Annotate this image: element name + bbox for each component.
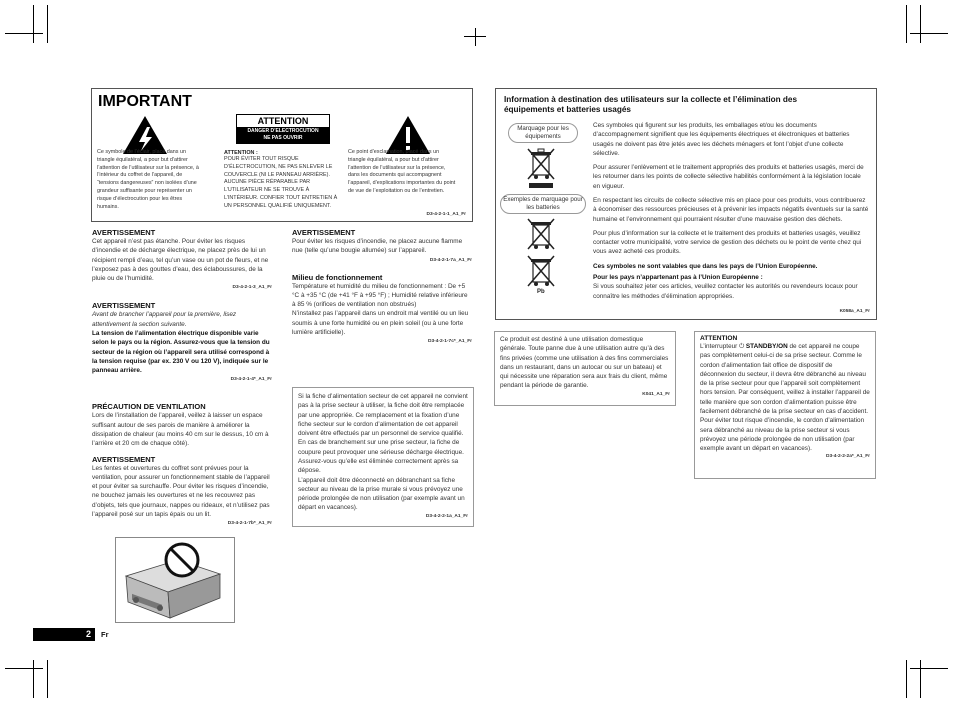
crop-mark: [906, 5, 907, 43]
milieu-text2: N’installez pas l’appareil dans un endroit mal ventilé ou un lieu soumis à une forte humidité ou en plein soleil (ou à une forte lumière artificielle).: [292, 310, 469, 336]
weee-p6: Si vous souhaitez jeter ces articles, veuillez contacter les autorités ou revendeurs locaux pour connaître les méthodes d’élimination appropriées.: [593, 283, 858, 300]
crop-mark: [475, 28, 476, 46]
avert3-title: AVERTISSEMENT: [92, 454, 156, 464]
standby-text-pre: L’interrupteur: [700, 343, 740, 350]
crop-mark: [5, 33, 43, 34]
plug-replacement-box: [292, 387, 474, 527]
avert1-text: Cet appareil n’est pas étanche. Pour éviter les risques d’incendie et de décharge électrique, ne placez près de lui un récipient rempli d’eau, tel qu’un vase ou un pot de fleurs, et ne l’exposez pas à des gouttes d’eau, des éclaboussures, de la pluie ou de l’humidité.: [92, 238, 269, 283]
weee-p1: Ces symboles qui figurent sur les produits, les emballages et/ou les documents d’accompagnement signifient que les équipements électriques et électroniques et batteries usagés ne doivent pas être jetés avec les déchets ménagers et font l’objet d’une collecte sélective.: [593, 122, 850, 157]
important-box: [91, 88, 473, 222]
col2: [292, 228, 472, 344]
standby-code: D3-4-2-2-2a*_A1_Fr: [826, 454, 870, 460]
avert1-code: D3-4-2-1-3_A1_Fr: [232, 285, 272, 291]
crop-mark: [464, 36, 486, 37]
crop-mark: [920, 660, 921, 698]
weee-title: Information à destination des utilisateurs sur la collecte et l’élimination des équipements et batteries usagés: [504, 95, 797, 115]
crop-mark: [910, 668, 948, 669]
important-title: IMPORTANT: [98, 93, 192, 110]
attention-label: ATTENTION: [237, 115, 329, 127]
center-warning-title: ATTENTION :: [224, 150, 258, 156]
standby-keyword: STANDBY/ON: [745, 343, 788, 350]
standby-box: [694, 331, 876, 479]
lightning-caption: Ce symbole de l’éclair, placé dans un triangle équilatéral, a pour but d’attirer l’attention de l’utilisateur sur la présence, à l’intérieur du coffret de l’appareil, de “tensions dangereuses” non isolées d’une grandeur suffisante pour représenter un risque d’électrocution pour les êtres humains.: [97, 149, 199, 210]
milieu-code: D3-4-2-1-7c*_A1_Fr: [428, 339, 472, 345]
crossed-bin-icon: [526, 147, 556, 189]
crop-mark: [5, 668, 43, 669]
avert-flame-title: AVERTISSEMENT: [292, 228, 356, 237]
weee-p2: Pour assurer l’enlèvement et le traitement appropriés des produits et batteries usagés, merci de les retourner dans les points de collecte sélective habilités conformément à la législation locale en vigueur.: [593, 164, 864, 190]
avert2-bold: La tension de l’alimentation électrique disponible varie selon le pays ou la région. Assurez-vous que la tension du secteur de la région où l’appareil sera utilisé correspond à la tension requise (par ex. 230 V ou 120 V), indiquée sur le panneau arrière.: [92, 329, 270, 375]
crop-mark: [47, 660, 48, 698]
crop-mark: [920, 5, 921, 43]
standby-text-post: de cet appareil ne coupe pas complètement celui-ci de sa prise secteur. Comme le cordon d’alimentation fait office de dispositif de déconnexion du secteur, il devra être débranché au niveau de la prise secteur pour que l’appareil soit complètement hors tension. Par conséquent, veillez à installer l’appareil de telle manière que son cordon d’alimentation puisse être facilement débranché de la prise secteur en cas d’accident. Pour éviter tout risque d’incendie, le cordon d’alimentation sera débranché au niveau de la prise secteur si vous prévoyez une période prolongée de non utilisation (par exemple avant un départ en vacances).: [700, 343, 870, 453]
crop-mark: [33, 660, 34, 698]
crop-mark: [33, 5, 34, 43]
precaution-text: Lors de l’installation de l’appareil, veillez à laisser un espace suffisant autour de ses parois de manière à améliorer la dissipation de chaleur (au moins 40 cm sur le dessus, 10 cm à l’arrière et 20 cm de chaque côté).: [92, 412, 269, 448]
important-code: D3-4-2-1-1_A1_Fr: [426, 212, 466, 217]
standby-text: [700, 342, 870, 453]
page-number-tab: [33, 628, 95, 641]
weee-p4: Pour plus d’information sur la collecte et le traitement des produits et batteries usagés, veuillez contacter votre municipalité, votre service de gestion des déchets ou le point de vente chez qui vous avez acheté ces produits.: [593, 229, 862, 256]
plug-text2: L’appareil doit être déconnecté en débranchant sa fiche secteur au niveau de la prise murale si vous prévoyez une période prolongée de non utilisation (par exemple avant un départ en vacances).: [298, 476, 465, 512]
milieu-title: Milieu de fonctionnement: [292, 272, 383, 282]
pb-label: Pb: [537, 289, 545, 295]
avert1-title: AVERTISSEMENT: [92, 228, 156, 237]
avert2-code: D3-4-2-1-4*_A1_Fr: [230, 377, 272, 383]
weee-code: K058a_A1_Fr: [839, 309, 870, 314]
crossed-bin-pb-icon: [526, 254, 556, 288]
crop-mark: [906, 660, 907, 698]
avert-flame-code: D3-4-2-1-7a_A1_Fr: [429, 257, 472, 263]
standby-title: ATTENTION: [700, 335, 738, 342]
attention-sublabel: DANGER D’ELECTROCUTION NE PAS OUVRIR: [247, 128, 319, 141]
milieu-text: Température et humidité du milieu de fonctionnement : De +5 °C à +35 °C (de +41 °F à +95 °F) ; Humidité relative inférieure à 85 % (orifices de ventilation non obstrués): [292, 282, 468, 309]
domestic-use-code: K041_A1_Fr: [642, 391, 670, 397]
avert3-text: Les fentes et ouvertures du coffret sont prévues pour la ventilation, pour assurer un fonctionnement stable de l’appareil et pour éviter sa surchauffe. Pour éviter les risques d’incendie, ne bouchez jamais les ouvertures et ne les recouvrez pas d’objets, tels que journaux, nappes ou rideaux, et n’utilisez pas l’appareil posé sur un tapis épais ou un lit.: [92, 464, 270, 518]
weee-text-column: [593, 121, 869, 301]
plug-text: Si la fiche d’alimentation secteur de cet appareil ne convient pas à la prise secteur à utiliser, la fiche doit être remplacée par une appropriée. Ce remplacement et la fixation d’une fiche secteur sur le cordon d’alimentation de cet appareil doivent être effectués par un personnel de service qualifié. En cas de branchement sur une prise secteur, la fiche de coupure peut provoquer une sérieuse décharge électrique. Assurez-vous qu’elle est éliminée correctement après sa dépose.: [298, 393, 468, 475]
language-label: Fr: [101, 630, 109, 639]
power-icon: ⏻: [739, 343, 746, 350]
avert3-code: D3-4-2-1-7b*_A1_Fr: [227, 521, 272, 527]
domestic-use-box: [494, 331, 676, 406]
battery-label: Exemples de marquage pour les batteries: [500, 194, 586, 214]
plug-code: D3-4-2-2-1a_A1_Fr: [425, 513, 468, 519]
weee-p6-title: Pour les pays n’appartenant pas à l’Union Européenne :: [593, 273, 763, 281]
col1: [92, 228, 272, 526]
crossed-bin-battery-icon: [526, 217, 556, 251]
ventilation-illustration-box: [115, 537, 235, 623]
equipment-label: Marquage pour les équipements: [508, 123, 578, 143]
avert-flame-text: Pour éviter les risques d’incendie, ne placez aucune flamme nue (telle qu’une bougie allumée) sur l’appareil.: [292, 238, 463, 255]
domestic-use-text: Ce produit est destiné à une utilisation domestique générale. Toute panne due à une utilisation autre qu’à des fins privées (comme une utilisation à des fins commerciales dans un restaurant, dans un autocar ou sur un bateau) et qui nécessite une réparation sera aux frais du client, même pendant la période de garantie.: [500, 336, 669, 390]
crop-mark: [910, 33, 948, 34]
page-number: 2: [85, 629, 91, 639]
weee-p5: Ces symboles ne sont valables que dans les pays de l’Union Européenne.: [593, 262, 818, 270]
receiver-no-cover-illustration: [116, 538, 234, 622]
weee-p3: En respectant les circuits de collecte sélective mis en place pour ces produits, vous contribuerez à économiser des ressources précieuses et à prévenir les impacts négatifs éventuels sur la santé humaine et l’environnement qui pourraient résulter d’une mauvaise gestion des déchets.: [593, 196, 869, 223]
avert2-italic: Avant de brancher l’appareil pour la première, lisez attentivement la section suivante.: [92, 311, 237, 328]
attention-label-box: [236, 114, 330, 144]
weee-box: [495, 88, 877, 320]
exclamation-caption: Ce point d’exclamation, placé dans un triangle équilatéral, a pour but d’attirer l’attention de l’utilisateur sur la présence, dans les documents qui accompagnent l’appareil, d’explications importantes du point de vue de l’exploitation ou de l’entretien.: [348, 149, 456, 195]
precaution-title: PRÉCAUTION DE VENTILATION: [92, 402, 206, 412]
avert2-title: AVERTISSEMENT: [92, 301, 156, 311]
center-warning-text: POUR ÉVITER TOUT RISQUE D’ÉLECTROCUTION, NE PAS ENLEVER LE COUVERCLE (NI LE PANNEAU ARRIÈRE). AUCUNE PIÈCE RÉPARABLE PAR L’UTILISATEUR NE SE TROUVE À L’INTÉRIEUR. CONFIER TOUT ENTRETIEN À UN PERSONNEL QUALIFIÉ UNIQUEMENT.: [224, 156, 338, 209]
crop-mark: [47, 5, 48, 43]
